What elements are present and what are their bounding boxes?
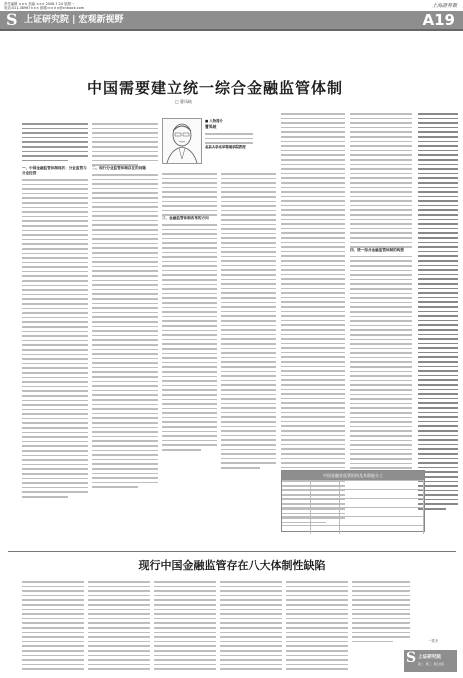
author-name: 曹凤岐 <box>205 124 217 129</box>
second-column-5 <box>286 578 348 674</box>
masthead-meta-line2: 电话:021-38967××× 邮箱:××××@cnstock.com <box>4 6 85 11</box>
table-row <box>282 480 424 489</box>
lead-column-3 <box>162 170 217 451</box>
footer-logo: S <box>406 650 417 666</box>
second-column-1 <box>22 578 84 674</box>
lead-subhead-3: 三、金融监管体制改革的方向 <box>162 215 209 220</box>
author-portrait <box>162 118 202 164</box>
second-column-3 <box>154 578 216 674</box>
table-row <box>282 525 424 534</box>
sidebar-label: ■ 人物简介 <box>205 119 223 123</box>
masthead-meta-line1: 责任编辑 ××× 美编 ××× 2006.7.24 星期一 <box>4 2 75 6</box>
lead-column-1 <box>22 166 88 498</box>
lead-column-4 <box>221 170 276 469</box>
right-sidebar-column <box>418 110 458 510</box>
section-logo: S <box>6 10 18 29</box>
header-rule <box>0 29 463 31</box>
second-column-6 <box>352 578 410 648</box>
lead-column-2 <box>92 120 158 488</box>
lead-subhead-1: 一、中国金融监管体制现状：分业监管与分业经营 <box>22 166 87 175</box>
table-row <box>282 489 424 498</box>
newspaper-name: 上海證券報 <box>431 3 457 9</box>
lead-column-5 <box>281 110 345 523</box>
table-title: 中国金融业监管机构及其职能分工 <box>282 471 424 480</box>
table-body <box>282 480 424 534</box>
table-row <box>282 516 424 525</box>
portrait-sketch-icon <box>163 119 201 163</box>
second-column-4 <box>220 578 282 674</box>
lead-byline: □ 曹凤岐 <box>175 99 193 104</box>
second-column-2 <box>88 578 150 674</box>
lead-headline: 中国需要建立统一综合金融监管体制 <box>86 79 343 97</box>
lead-subhead-2: 二、现行分业监管体制存在的问题 <box>92 165 146 170</box>
lead-column-6 <box>350 110 412 478</box>
section-title: 上证研究院 | 宏观新视野 <box>24 15 124 25</box>
author-role: 北京大学光华管理学院教授 <box>205 145 246 149</box>
lead-subhead-4: 四、统一综合金融监管体制的构想 <box>350 247 404 252</box>
table-row <box>282 507 424 516</box>
footer-subtitle: 第二、周三、周五出版 <box>418 663 444 666</box>
section-divider <box>8 551 456 552</box>
table-row <box>282 498 424 507</box>
intro-summary <box>22 120 88 161</box>
footer-title: 上证研究院 <box>418 655 441 660</box>
masthead-meta <box>4 2 244 10</box>
second-end-mark: 一笑天 <box>428 639 439 643</box>
page-number: A19 <box>422 11 455 29</box>
second-headline: 现行中国金融监管存在八大体制性缺陷 <box>138 559 326 572</box>
regulation-table <box>281 470 425 532</box>
